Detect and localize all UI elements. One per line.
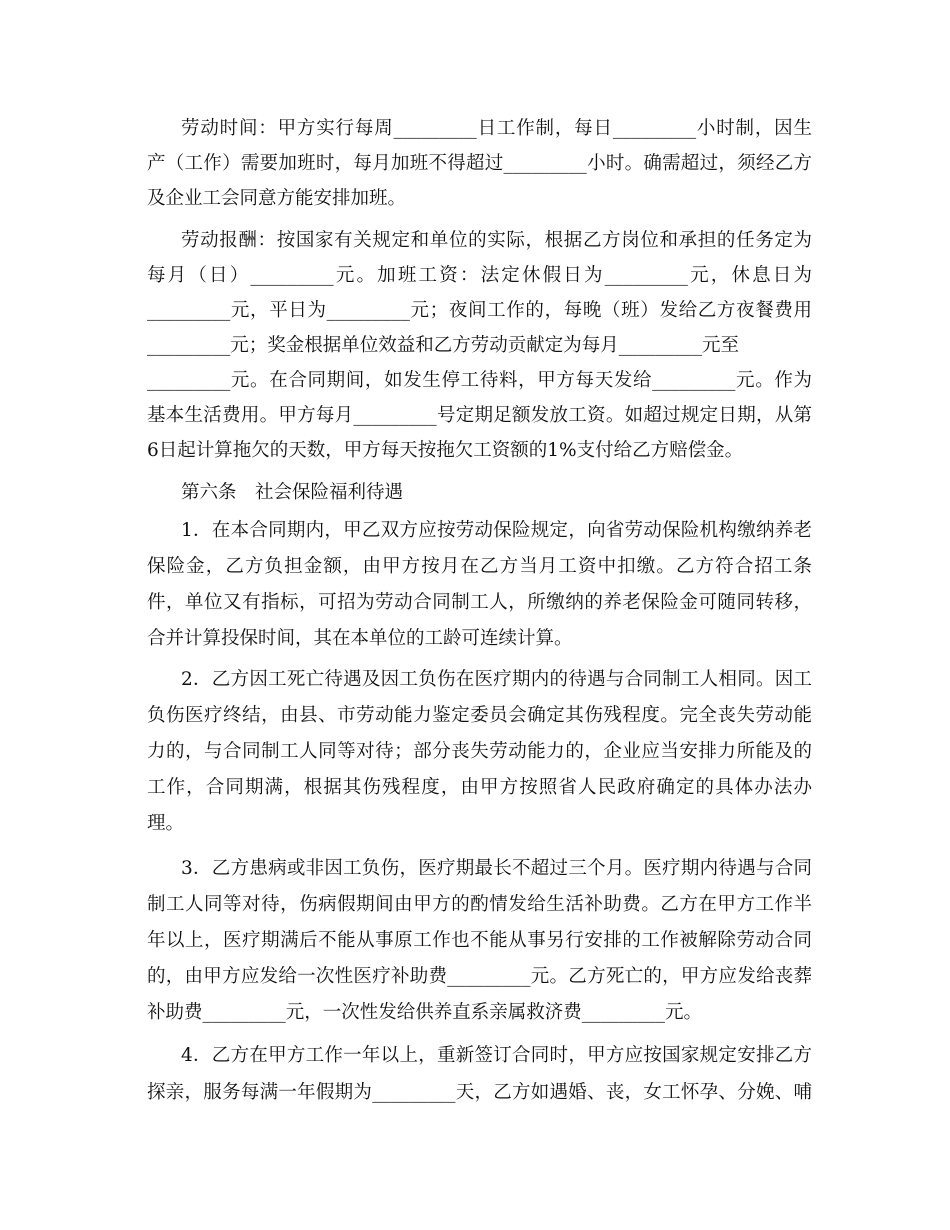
item-3-line-1: 3．乙方患病或非因工负伤，医疗期最长不超过三个月。医疗期内待遇与合同: [181, 858, 812, 879]
item-3-line-2: 制工人同等对待，伤病假期间由甲方的酌情发给生活补助费。乙方在甲方工作半: [147, 894, 812, 915]
remuneration-line-6: 基本生活费用。甲方每月_________号定期足额发放工资。如超过规定日期，从第: [147, 405, 812, 426]
remuneration-line-2: 每月（日）_________元。加班工资：法定休假日为_________元，休息日为: [147, 265, 812, 286]
remuneration-line-1: 劳动报酬：按国家有关规定和单位的实际，根据乙方岗位和承担的任务定为: [181, 230, 812, 251]
item-4-line-2: 探亲，服务每满一年假期为_________天，乙方如遇婚、丧，女工怀孕、分娩、哺: [147, 1082, 812, 1103]
work-hours-line-3: 及企业工会同意方能安排加班。: [147, 188, 407, 209]
item-1-line-1: 1．在本合同期内，甲乙双方应按劳动保险规定，向省劳动保险机构缴纳养老: [181, 520, 812, 541]
article-6-title: 第六条 社会保险福利待遇: [181, 482, 404, 503]
item-4-line-1: 4．乙方在甲方工作一年以上，重新签订合同时，甲方应按国家规定安排乙方: [181, 1045, 812, 1066]
work-hours-line-1: 劳动时间：甲方实行每周_________日工作制，每日_________小时制，因生: [181, 118, 812, 139]
item-1-line-4: 合并计算投保时间，其在本单位的工龄可连续计算。: [147, 628, 573, 649]
item-3-line-3: 年以上，医疗期满后不能从事原工作也不能从事另行安排的工作被解除劳动合同: [147, 930, 812, 951]
item-2-line-1: 2．乙方因工死亡待遇及因工负伤在医疗期内的待遇与合同制工人相同。因工: [181, 669, 812, 690]
remuneration-line-3: _________元，平日为_________元；夜间工作的，每晚（班）发给乙方夜餐费用: [147, 300, 812, 321]
item-2-line-2: 负伤医疗终结，由县、市劳动能力鉴定委员会确定其伤残程度。完全丧失劳动能: [147, 705, 812, 726]
remuneration-line-5: _________元。在合同期间，如发生停工待料，甲方每天发给_________元。作为: [147, 370, 812, 391]
remuneration-line-7: 6日起计算拖欠的天数，甲方每天按拖欠工资额的1%支付给乙方赔偿金。: [147, 440, 744, 461]
item-2-line-3: 力的，与合同制工人同等对待；部分丧失劳动能力的，企业应当安排力所能及的: [147, 741, 812, 762]
item-3-line-5: 补助费_________元，一次性发给供养直系亲属救济费_________元。: [147, 1002, 703, 1023]
item-3-line-4: 的，由甲方应发给一次性医疗补助费_________元。乙方死亡的，甲方应发给丧葬: [147, 966, 812, 987]
item-2-line-5: 理。: [147, 813, 185, 834]
item-2-line-4: 工作，合同期满，根据其伤残程度，由甲方按照省人民政府确定的具体办法办: [147, 777, 812, 798]
work-hours-line-2: 产（工作）需要加班时，每月加班不得超过_________小时。确需超过，须经乙方: [147, 153, 812, 174]
remuneration-line-4: _________元；奖金根据单位效益和乙方劳动贡献定为每月_________元至: [147, 335, 740, 356]
item-1-line-3: 件，单位又有指标，可招为劳动合同制工人，所缴纳的养老保险金可随同转移，: [147, 592, 812, 613]
item-1-line-2: 保险金，乙方负担金额，由甲方按月在乙方当月工资中扣缴。乙方符合招工条: [147, 556, 812, 577]
